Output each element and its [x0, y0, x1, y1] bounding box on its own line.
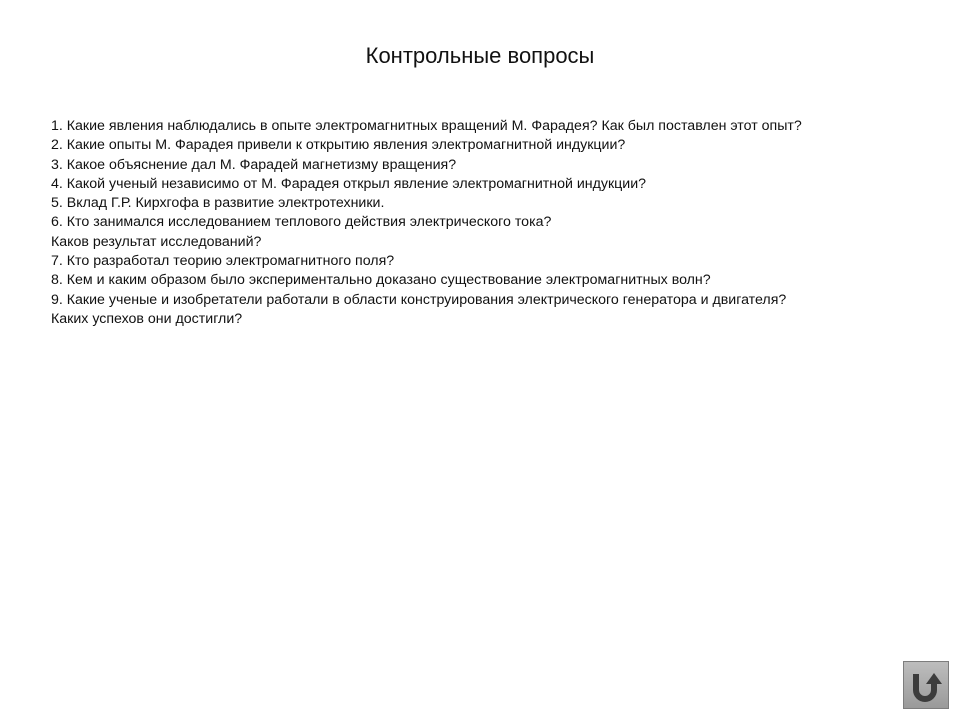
question-line: 8. Кем и каким образом было экспериментально доказано существование электромагнитных волн?	[51, 272, 711, 289]
question-line: 2. Какие опыты М. Фарадея привели к открытию явления электромагнитной индукции?	[51, 137, 626, 154]
back-button[interactable]	[903, 661, 949, 709]
question-line: Каков результат исследований?	[51, 233, 262, 250]
question-line: 3. Какое объяснение дал М. Фарадей магнетизму вращения?	[51, 156, 457, 173]
question-line: Каких успехов они достигли?	[51, 310, 243, 327]
question-line: 1. Какие явления наблюдались в опыте электромагнитных вращений М. Фарадея? Как был поставлен этот опыт?	[51, 118, 802, 134]
slide-title: Контрольные вопросы	[365, 43, 595, 68]
question-line: 5. Вклад Г.Р. Кирхгофа в развитие электротехники.	[51, 195, 385, 212]
question-line: 6. Кто занимался исследованием теплового действия электрического тока?	[51, 214, 552, 231]
question-line: 7. Кто разработал теорию электромагнитного поля?	[51, 253, 395, 270]
question-line: 9. Какие ученые и изобретатели работали в области конструирования электрического генератора и двигателя?	[51, 291, 787, 308]
questions-list	[51, 117, 931, 329]
u-turn-arrow-icon	[907, 666, 945, 704]
question-line: 4. Какой ученый независимо от М. Фарадея открыл явление электромагнитной индукции?	[51, 175, 647, 192]
